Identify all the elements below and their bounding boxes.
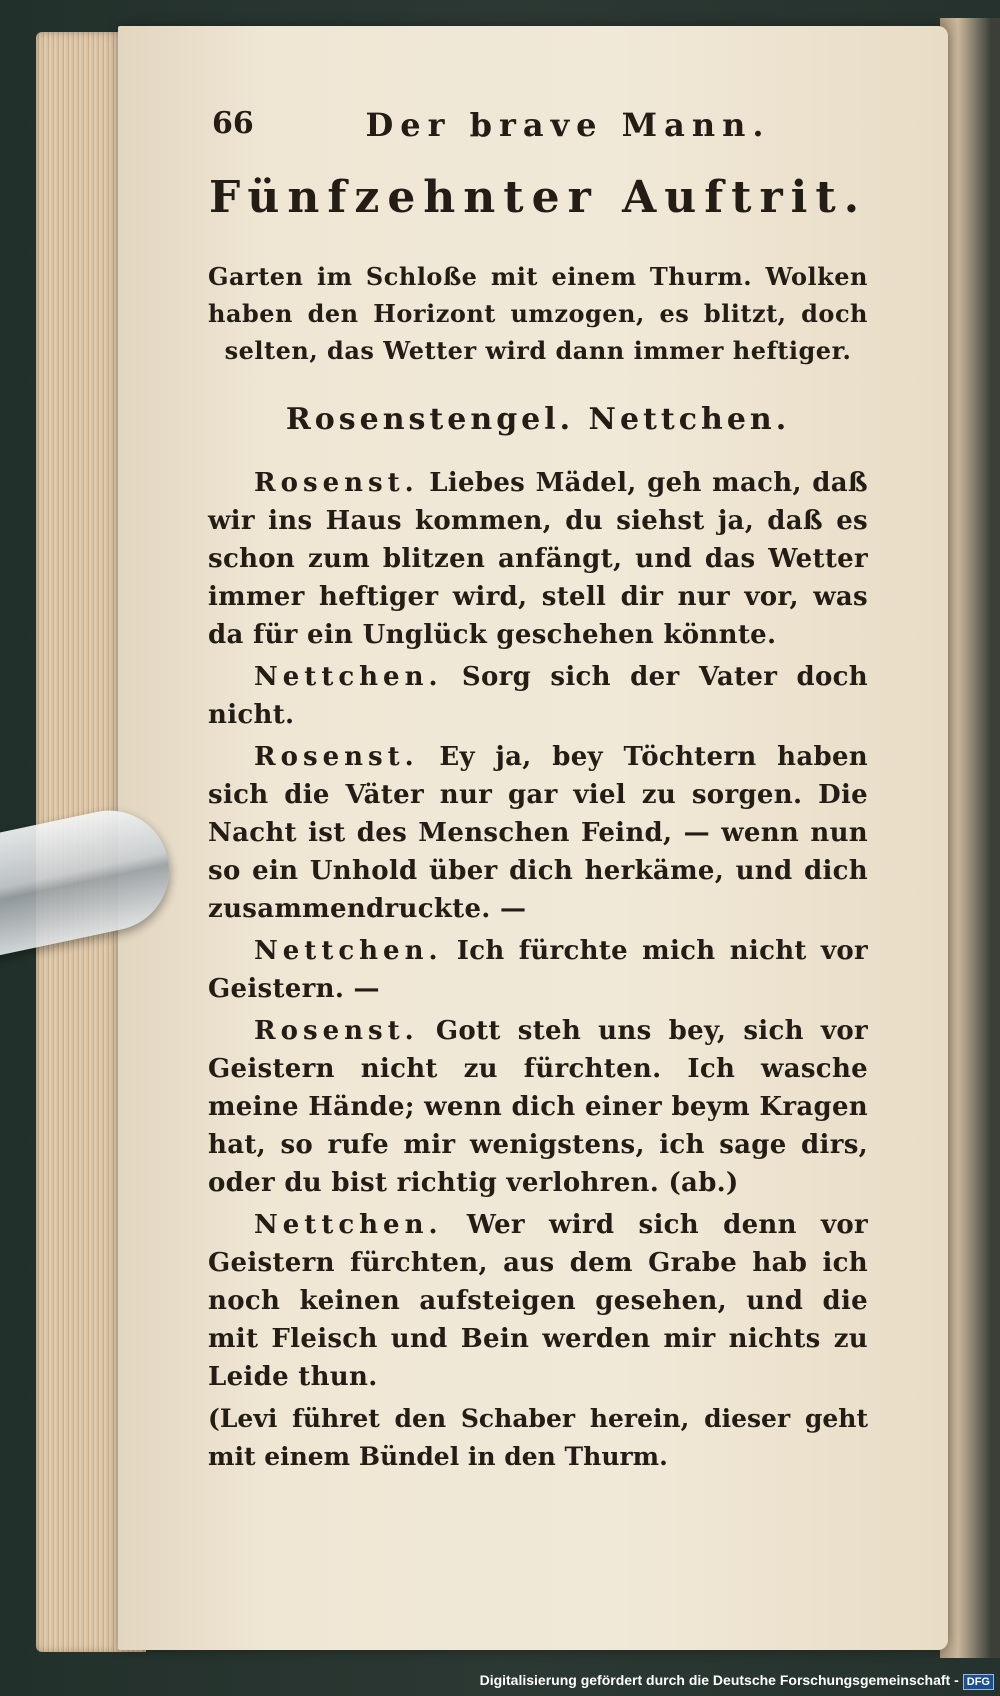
speech-text: Gott steh uns bey, sich vor Geistern nicht zu fürchten. Ich wasche meine Hände; wenn dich einer beym Kragen hat, so rufe mir wenigstens, ich sage dirs, oder du bist richtig verlohren. (ab.): [208, 1016, 868, 1198]
speech-text: Ich fürchte mich nicht vor Geistern. —: [208, 936, 868, 1004]
running-title: Der brave Mann.: [365, 106, 771, 144]
dfg-logo: DFG: [963, 1674, 994, 1690]
speech: [208, 738, 868, 928]
speaker-name: Rosenst.: [254, 742, 419, 772]
speaker-name: Nettchen.: [254, 936, 443, 966]
adjacent-page-edge: [940, 18, 1000, 1658]
speech-text: Ey ja, bey Töchtern haben sich die Väter nur gar viel zu sorgen. Die Nacht ist des Menschen Feind, — wenn nun so ein Unhold über dich herkäme, und dich zusammendruckte. —: [208, 742, 868, 924]
speaker-name: Rosenst.: [254, 1016, 419, 1046]
stage-direction: Garten im Schloße mit einem Thurm. Wolken haben den Horizont umzogen, es blitzt, doch selten, das Wetter wird dann immer heftiger.: [208, 262, 868, 365]
credit-text: Digitalisierung gefördert durch die Deutsche Forschungsgemeinschaft -: [479, 1672, 959, 1688]
speech: [208, 658, 868, 734]
speech: [208, 1012, 868, 1202]
speech: [208, 932, 868, 1008]
speech-text: Sorg sich der Vater doch nicht.: [208, 662, 868, 730]
speech: [208, 464, 868, 654]
dialogue: [208, 464, 868, 1476]
cast-list: Rosenstengel. Nettchen.: [285, 402, 791, 437]
speaker-name: Rosenst.: [254, 468, 419, 498]
speech: [208, 1206, 868, 1396]
speaker-name: Nettchen.: [254, 1210, 443, 1240]
speech-text: Liebes Mädel, geh mach, daß wir ins Haus kommen, du siehst ja, daß es schon zum blitzen anfängt, und das Wetter immer heftiger wird, stell dir nur vor, was da für ein Unglück geschehen könnte.: [208, 468, 868, 650]
page-number: 66: [212, 106, 254, 141]
scene-title: Fünfzehnter Auftrit.: [208, 172, 868, 223]
running-header: [208, 100, 868, 150]
speaker-name: Nettchen.: [254, 662, 443, 692]
speech-text: Wer wird sich denn vor Geistern fürchten, aus dem Grabe hab ich noch keinen aufsteigen gesehen, und die mit Fleisch und Bein werden mir nichts zu Leide thun.: [208, 1210, 868, 1392]
digitization-credit: [480, 1672, 994, 1690]
closing-stage-direction: (Levi führet den Schaber herein, dieser geht mit einem Bündel in den Thurm.: [208, 1404, 868, 1471]
page-text: [208, 100, 868, 1500]
